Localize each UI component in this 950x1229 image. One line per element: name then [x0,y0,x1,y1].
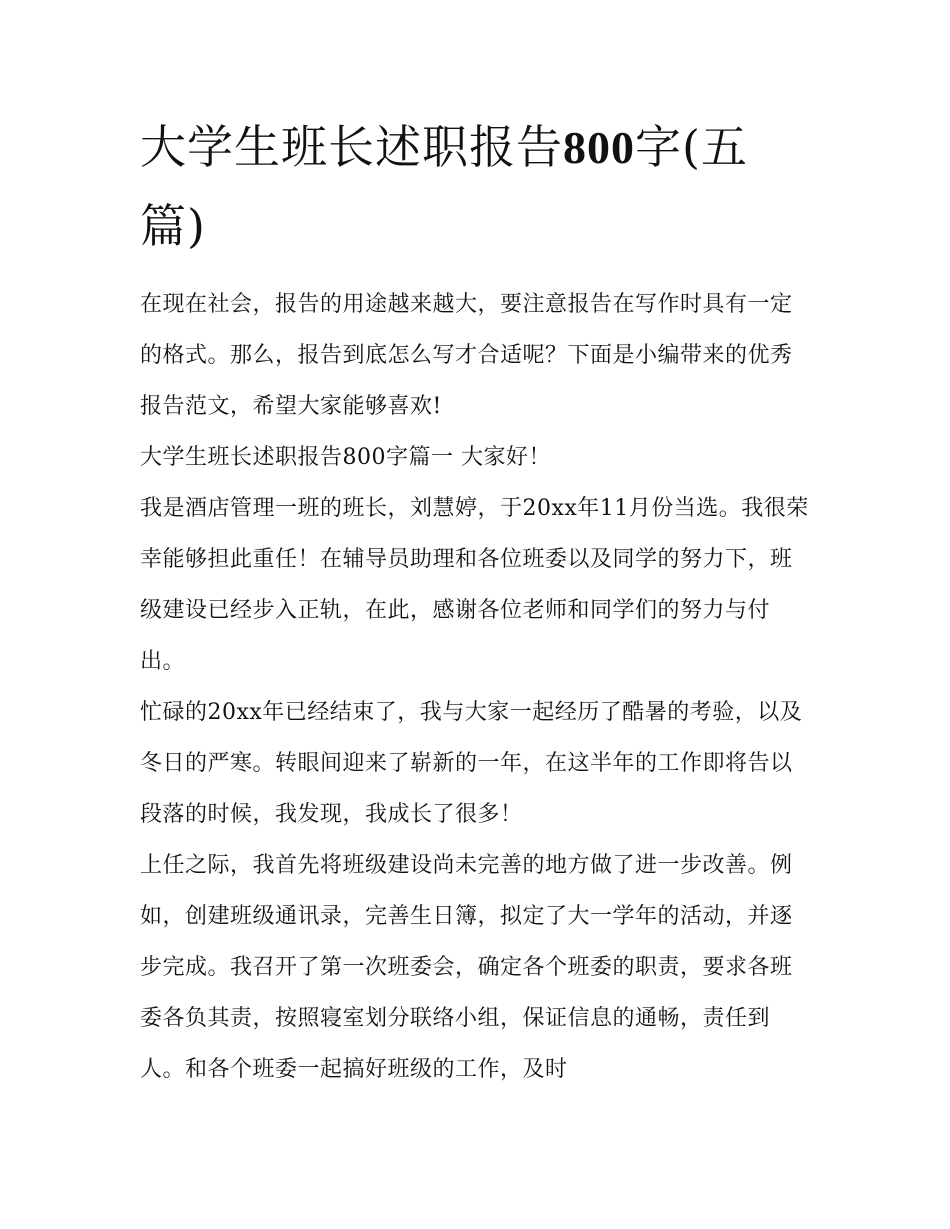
document-content [140,108,812,1095]
paragraph-work-details: 上任之际，我首先将班级建设尚未完善的地方做了进一步改善。例如，创建班级通讯录，完善生日簿，拟定了大一学年的活动，并逐步完成。我召开了第一次班委会，确定各个班委的职责，要求各班委各负其责，按照寝室划分联络小组，保证信息的通畅，责任到人。和各个班委一起搞好班级的工作，及时 [140,853,793,1082]
document-title [140,108,812,265]
paragraph-intro: 在现在社会，报告的用途越来越大，要注意报告在写作时具有一定的格式。那么，报告到底怎么写才合适呢？下面是小编带来的优秀报告范文，希望大家能够喜欢! [140,292,793,419]
paragraph-year-review: 忙碌的20xx年已经结束了，我与大家一起经历了酷暑的考验，以及冬日的严寒。转眼间迎来了崭新的一年，在这半年的工作即将告以段落的时候，我发现，我成长了很多！ [140,700,803,827]
title-text-part2: 字(五篇) [140,120,748,253]
title-number: 800 [563,122,635,173]
title-text-part1: 大学生班长述职报告 [140,120,563,174]
paragraph-section-heading: 大学生班长述职报告800字篇一 大家好！ [140,445,551,470]
paragraph-self-introduction: 我是酒店管理一班的班长，刘慧婷，于20xx年11月份当选。我很荣幸能够担此重任！在辅导员助理和各位班委以及同学的努力下，班级建设已经步入正轨，在此，感谢各位老师和同学们的努力与付出。 [140,496,809,674]
document-body [140,279,812,1095]
